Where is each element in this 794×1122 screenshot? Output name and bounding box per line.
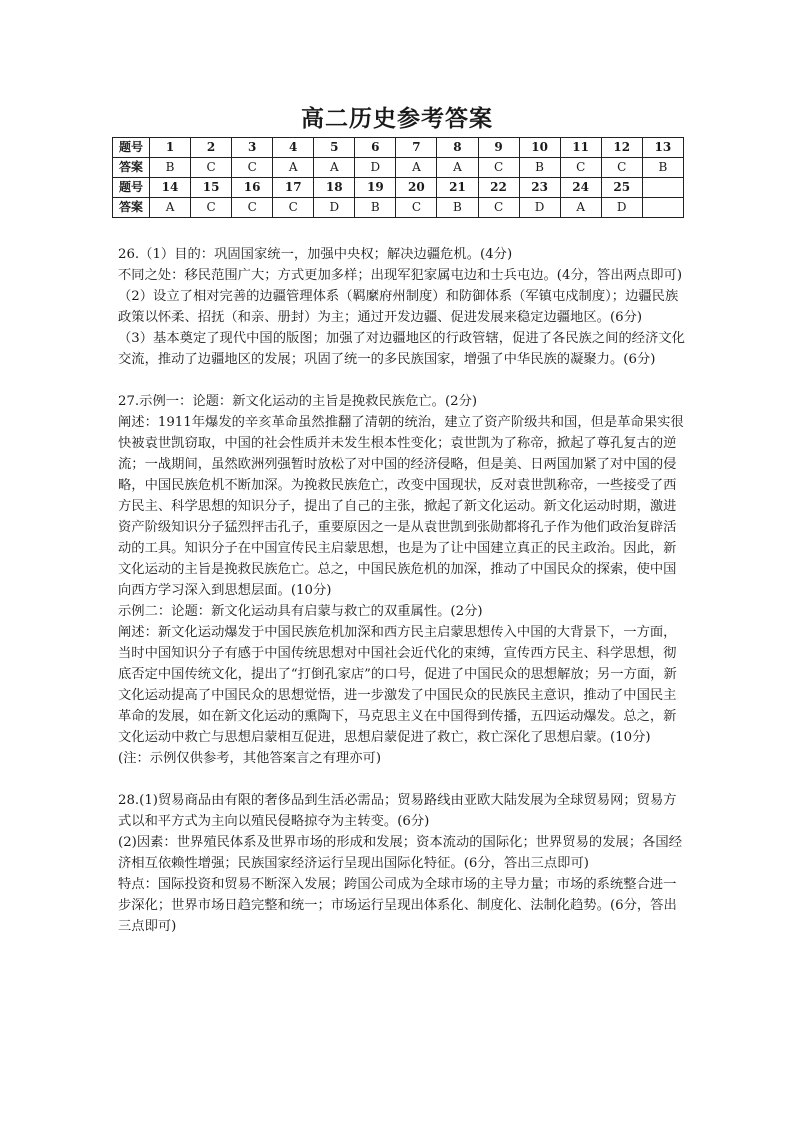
answer-cell: D	[519, 198, 560, 218]
table-row	[113, 158, 684, 178]
paragraph: 不同之处：移民范围广大；方式更加多样；出现军犯家属屯边和士兵屯边。(4分，答出两点即可)	[118, 268, 683, 283]
question-number: 22	[478, 178, 519, 198]
question-number: 25	[601, 178, 642, 198]
answer-cell: C	[601, 158, 642, 178]
question-number: 1	[150, 138, 191, 158]
paragraph: 阐述：1911年爆发的辛亥革命虽然推翻了清朝的统治，建立了资产阶级共和国，但是革命果实很快被袁世凯窃取，中国的社会性质并未发生根本性变化；袁世凯为了称帝，掀起了尊孔复古的逆流；一战期间，虽然欧洲列强暂时放松了对中国的经济侵略，但是美、日两国加紧了对中国的侵略，中国民族危机不断加深。为挽救民族危亡，改变中国现状，反对袁世凯称帝，一些接受了西方民主、科学思想的知识分子，提出了自己的主张，掀起了新文化运动。新文化运动时期，激进资产阶级知识分子猛烈抨击孔子，重要原因之一是从袁世凯到张勋都将孔子作为他们政治复辟活动的工具。知识分子在中国宣传民主启蒙思想，也是为了让中国建立真正的民主政治。因此，新文化运动的主旨是挽救民族危亡。总之，中国民族危机的加深，推动了中国民众的探索，使中国向西方学习深入到思想层面。(10分)	[118, 415, 684, 598]
row-label: 答案	[113, 198, 150, 218]
answer-cell: A	[396, 158, 437, 178]
question-number: 23	[519, 178, 560, 198]
answer-body	[118, 244, 686, 937]
row-label: 答案	[113, 158, 150, 178]
answer-cell: A	[437, 158, 478, 178]
answer-cell: C	[478, 198, 519, 218]
question-number: 20	[396, 178, 437, 198]
row-label: 题号	[113, 138, 150, 158]
question-number: 2	[191, 138, 232, 158]
answer-cell: D	[314, 198, 355, 218]
answer-cell: A	[273, 158, 314, 178]
paragraph: 28.(1)贸易商品由有限的奢侈品到生活必需品；贸易路线由亚欧大陆发展为全球贸易网；贸易方式以和平方式为主向以殖民侵略掠夺为主转变。(6分)	[118, 793, 677, 829]
answer-cell: A	[314, 158, 355, 178]
answer-cell: C	[478, 158, 519, 178]
question-number: 3	[232, 138, 273, 158]
spacer	[118, 370, 686, 391]
table-row	[113, 198, 684, 218]
question-number	[642, 178, 683, 198]
question-number: 4	[273, 138, 314, 158]
answer-table	[112, 137, 684, 218]
answer-cell: D	[355, 158, 396, 178]
answer-cell: C	[191, 158, 232, 178]
question-number: 15	[191, 178, 232, 198]
answer-cell: A	[150, 198, 191, 218]
question-number: 21	[437, 178, 478, 198]
paragraph: 27.示例一：论题：新文化运动的主旨是挽救民族危亡。(2分)	[118, 394, 478, 409]
question-number: 14	[150, 178, 191, 198]
answer-cell: C	[191, 198, 232, 218]
table-row	[113, 138, 684, 158]
paragraph: (2)因素：世界殖民体系及世界市场的形成和发展；资本流动的国际化；世界贸易的发展；各国经济相互依赖性增强；民族国家经济运行呈现出国际化特征。(6分，答出三点即可)	[118, 835, 683, 871]
question-number: 11	[560, 138, 601, 158]
paragraph: 特点：国际投资和贸易不断深入发展；跨国公司成为全球市场的主导力量；市场的系统整合进一步深化；世界市场日趋完整和统一；市场运行呈现出体系化、制度化、法制化趋势。(6分，答出三点即可)	[118, 877, 677, 934]
table-row	[113, 178, 684, 198]
answer-cell: A	[560, 198, 601, 218]
answer-cell	[642, 198, 683, 218]
question-number: 10	[519, 138, 560, 158]
answer-cell: B	[437, 198, 478, 218]
answer-cell: B	[355, 198, 396, 218]
question-number: 17	[273, 178, 314, 198]
row-label: 题号	[113, 178, 150, 198]
answer-cell: D	[601, 198, 642, 218]
answer-cell: C	[396, 198, 437, 218]
answer-cell: C	[560, 158, 601, 178]
question-number: 9	[478, 138, 519, 158]
answer-cell: C	[273, 198, 314, 218]
question-number: 8	[437, 138, 478, 158]
page-title: 高二历史参考答案	[301, 105, 493, 132]
paragraph: （2）设立了相对完善的边疆管理体系（羁縻府州制度）和防御体系（军镇屯戍制度）；边疆民族政策以怀柔、招抚（和亲、册封）为主；通过开发边疆、促进发展来稳定边疆地区。(6分)	[118, 289, 679, 325]
question-number: 19	[355, 178, 396, 198]
answer-cell: B	[642, 158, 683, 178]
paragraph: 示例二：论题：新文化运动具有启蒙与救亡的双重属性。(2分)	[118, 604, 483, 619]
question-number: 5	[314, 138, 355, 158]
paragraph: 26.（1）目的：巩固国家统一，加强中央权；解决边疆危机。(4分)	[118, 247, 513, 262]
answer-cell: B	[150, 158, 191, 178]
paragraph: (注：示例仅供参考，其他答案言之有理亦可)	[118, 751, 382, 766]
spacer	[118, 769, 686, 790]
answer-cell: B	[519, 158, 560, 178]
question-number: 16	[232, 178, 273, 198]
question-number: 18	[314, 178, 355, 198]
question-number: 7	[396, 138, 437, 158]
paragraph: 阐述：新文化运动爆发于中国民族危机加深和西方民主启蒙思想传入中国的大背景下，一方面，当时中国知识分子有感于中国传统思想对中国社会近代化的束缚，宣传西方民主、科学思想，彻底否定中国传统文化，提出了“打倒孔家店”的口号，促进了中国民众的思想解放；另一方面，新文化运动提高了中国民众的思想觉悟，进一步激发了中国民众的民族民主意识，推动了中国民主革命的发展，如在新文化运动的熏陶下，马克思主义在中国得到传播，五四运动爆发。总之，新文化运动中救亡与思想启蒙相互促进，思想启蒙促进了救亡，救亡深化了思想启蒙。(10分)	[118, 625, 677, 745]
answer-cell: C	[232, 158, 273, 178]
answer-cell: C	[232, 198, 273, 218]
question-number: 24	[560, 178, 601, 198]
paragraph: （3）基本奠定了现代中国的版图；加强了对边疆地区的行政管辖，促进了各民族之间的经济文化交流，推动了边疆地区的发展；巩固了统一的多民族国家，增强了中华民族的凝聚力。(6分)	[118, 331, 685, 367]
question-number: 12	[601, 138, 642, 158]
question-number: 13	[642, 138, 683, 158]
question-number: 6	[355, 138, 396, 158]
